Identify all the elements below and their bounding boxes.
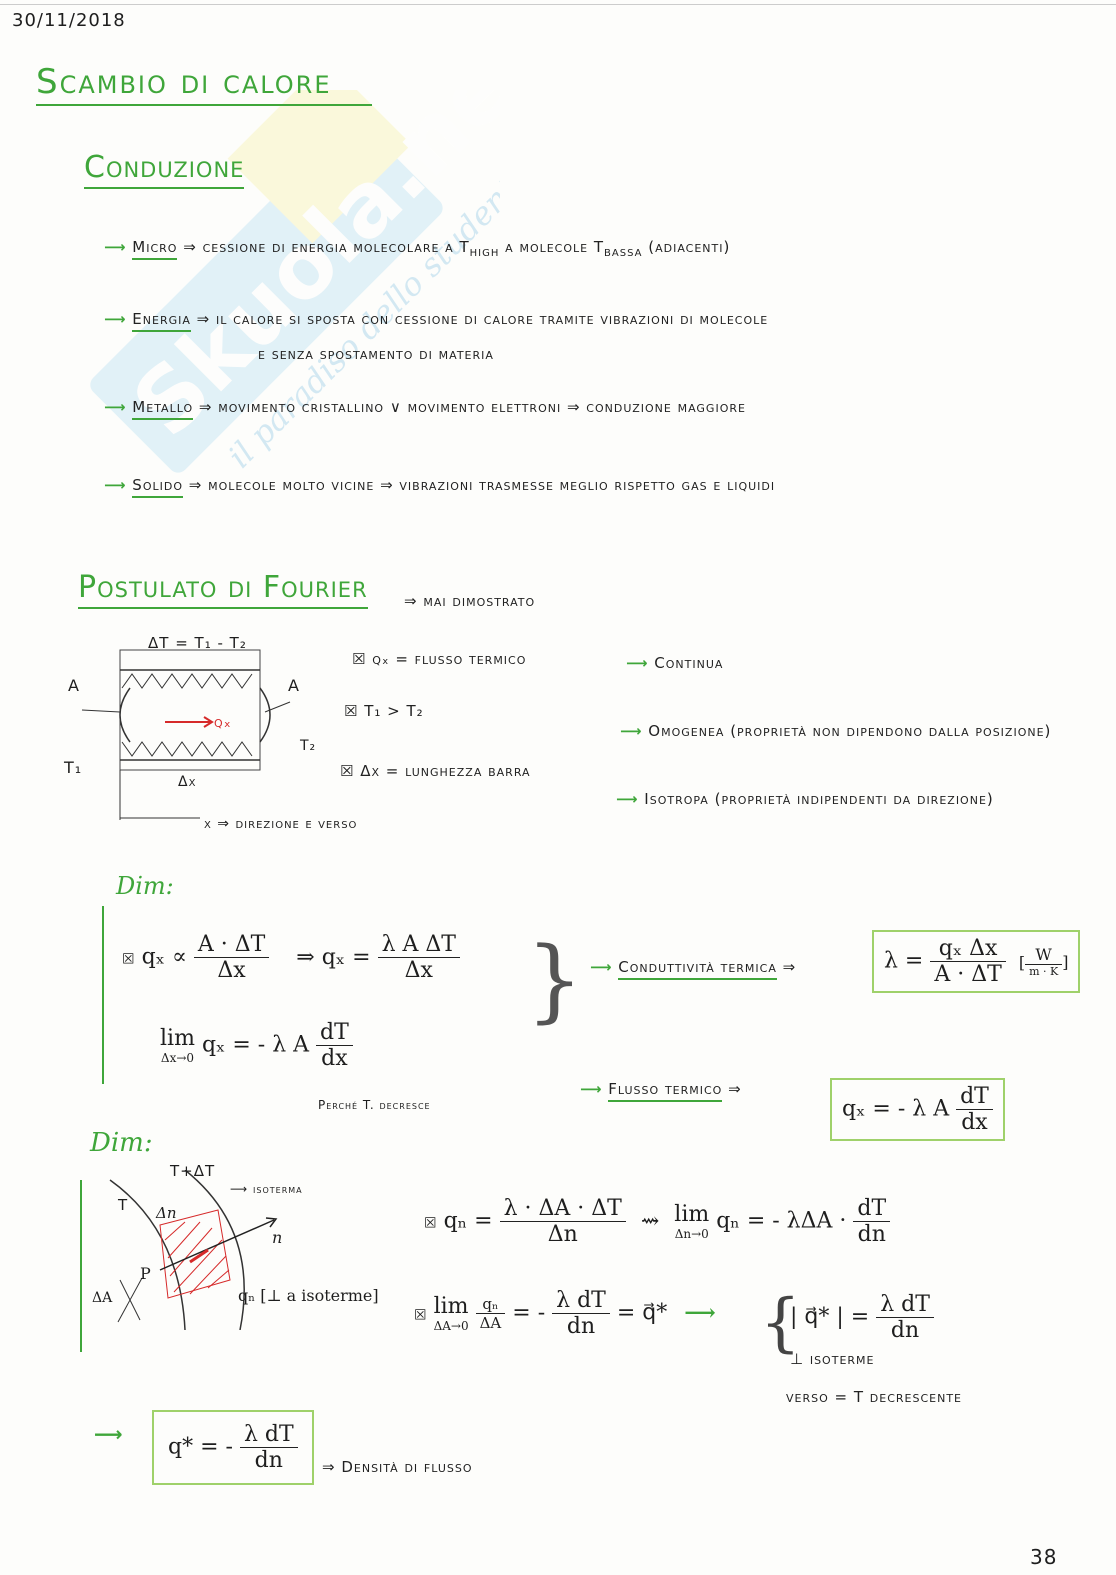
checkbox-icon: ☒ [424,1215,437,1232]
flux-label: ⟶ Flusso termico ⇒ [580,1080,742,1098]
prop-continua: ⟶ Continua [626,654,724,672]
section-heading-fourier: Postulato di Fourier [78,570,368,609]
term-micro: Micro [132,238,177,260]
checkbox-icon: ☒ [340,762,355,780]
def-flux: ☒ qₓ = flusso termico [352,650,527,668]
term-energia: Energia [132,310,191,332]
svg-text:il paradiso dello studente: il paradiso dello studente [220,157,500,476]
date: 30/11/2018 [12,10,126,31]
delta-t-label: ΔT = T₁ - T₂ [148,634,247,652]
label-t-plus: T+ΔT [170,1162,216,1180]
page-number: 38 [1030,1545,1058,1569]
arrow-icon: ⟶ [626,654,649,672]
prop-isotropa: ⟶ Isotropa (proprietà indipendenti da direzione) [616,790,994,808]
line-metallo: ⟶ Metallo ⇒ movimento cristallino ∨ movimento elettroni ⇒ conduzione maggiore [104,398,746,416]
arrow-icon: ⟶ [104,238,127,256]
term-solido: Solido [132,476,183,498]
dim2-eq1: ☒ qₙ = $\frac{\lambda \cdot \Delta A \cdot \Delta T}{\Delta n}$ ⇝ lim Δn→0 qₙ = - λΔA · $\frac{dT}{dn}$ [424,1196,890,1247]
dim1-heading: Dim: [116,872,174,900]
label-t: T [118,1196,129,1214]
dim1-limit: lim Δx→0 qₓ = - λ A $\frac{dT}{dx}$ [160,1020,353,1071]
arrow-icon: ⟶ [590,958,613,976]
page-title: Scambio di calore [36,62,372,106]
def-temp: ☒ T₁ > T₂ [344,702,424,720]
dim1-because: Perché T. decresce [318,1098,431,1112]
arrow-icon: ⟶ [580,1080,603,1098]
checkbox-icon: ☒ [352,650,367,668]
term-metallo: Metallo [132,398,193,420]
flux-formula-box: qₓ = - λ A $\frac{dT}{dx}$ [830,1078,1005,1141]
dim1-close-brace: } [526,928,584,1033]
section-heading-conduzione: Conduzione [84,150,244,189]
dim1-bracket [102,906,104,1084]
verso-decrescente: verso = T decrescente [786,1388,962,1406]
area-label-left: A [68,676,80,695]
dim2-eq2: ☒ lim ΔA→0 $\frac{\text{qₙ}}{\Delta A}$ = - $\frac{\text{λ dT}}{dn}$ = q⃗* ⟶ [414,1288,716,1339]
density-arrow: ⟶ [94,1422,123,1446]
t2-label: T₂ [300,738,317,754]
axis-label: x ⇒ direzione e verso [204,816,358,832]
prop-omogenea: ⟶ Omogenea (proprietà non dipendono dalla posizione) [620,722,1052,740]
line-micro: ⟶ Micro ⇒ cessione di energia molecolare a $T_{HIGH}$ a molecole $T_{BASSA}$ (adiacenti) [104,238,731,259]
system-brace: { [760,1286,801,1360]
bar-diagram [60,630,330,830]
checkbox-icon: ☒ [344,702,359,720]
density-label: ⇒ Densità di flusso [322,1458,473,1476]
label-dn: Δn [156,1204,177,1222]
conductivity-label: ⟶ Conduttività termica ⇒ [590,958,796,976]
arrow-icon: ⟶ [616,790,639,808]
label-da: ΔA [92,1290,113,1306]
t1-label: T₁ [64,758,83,777]
fourier-note: ⇒ mai dimostrato [404,592,536,610]
dim2-heading: Dim: [90,1128,153,1158]
svg-text:Skuola.net: Skuola.net [113,90,500,457]
conductivity-formula-box: λ = $\frac{\text{qₓ Δx}}{A \cdot \Delta T}$ [ $\frac{W}{m \cdot K}$ ] [872,930,1080,993]
qx-arrow-label: qₓ [214,712,232,731]
label-qn: qₙ [⊥ a isoterme] [238,1286,379,1305]
dx-label: Δx [178,774,197,790]
arrow-icon: ⟶ [684,1299,716,1326]
line-energia-cont: e senza spostamento di materia [258,345,494,363]
density-formula-box: q* = - $\frac{\text{λ dT}}{dn}$ [152,1410,314,1485]
arrow-icon: ⟶ [104,398,127,416]
line-energia: ⟶ Energia ⇒ il calore si sposta con cessione di calore tramite vibrazioni di molecole [104,310,768,328]
arrow-icon: ⟶ [620,722,643,740]
def-length: ☒ Δx = lunghezza barra [340,762,531,780]
area-label-right: A [288,676,300,695]
label-isoterma: ⟶ isoterma [230,1182,303,1196]
mod-q: | q⃗* | = $\frac{\text{λ dT}}{dn}$ [790,1292,934,1343]
checkbox-icon: ☒ [414,1307,427,1324]
dim2-bracket [80,1180,82,1352]
label-p: P [140,1264,151,1283]
top-rule [0,4,1116,5]
arrow-icon: ⟶ [104,476,127,494]
perp-isoterme: ⊥ isoterme [790,1350,875,1368]
label-n: n [272,1228,283,1247]
line-solido: ⟶ Solido ⇒ molecole molto vicine ⇒ vibrazioni trasmesse meglio rispetto gas e liquidi [104,476,775,494]
checkbox-icon: ☒ [122,951,135,968]
dim1-proportional: ☒ qₓ ∝ $\frac{A \cdot \Delta T}{\Delta x}$ ⇒ qₓ = $\frac{\text{λ A ΔT}}{\Delta x}$ [122,932,460,983]
arrow-icon: ⟶ [104,310,127,328]
